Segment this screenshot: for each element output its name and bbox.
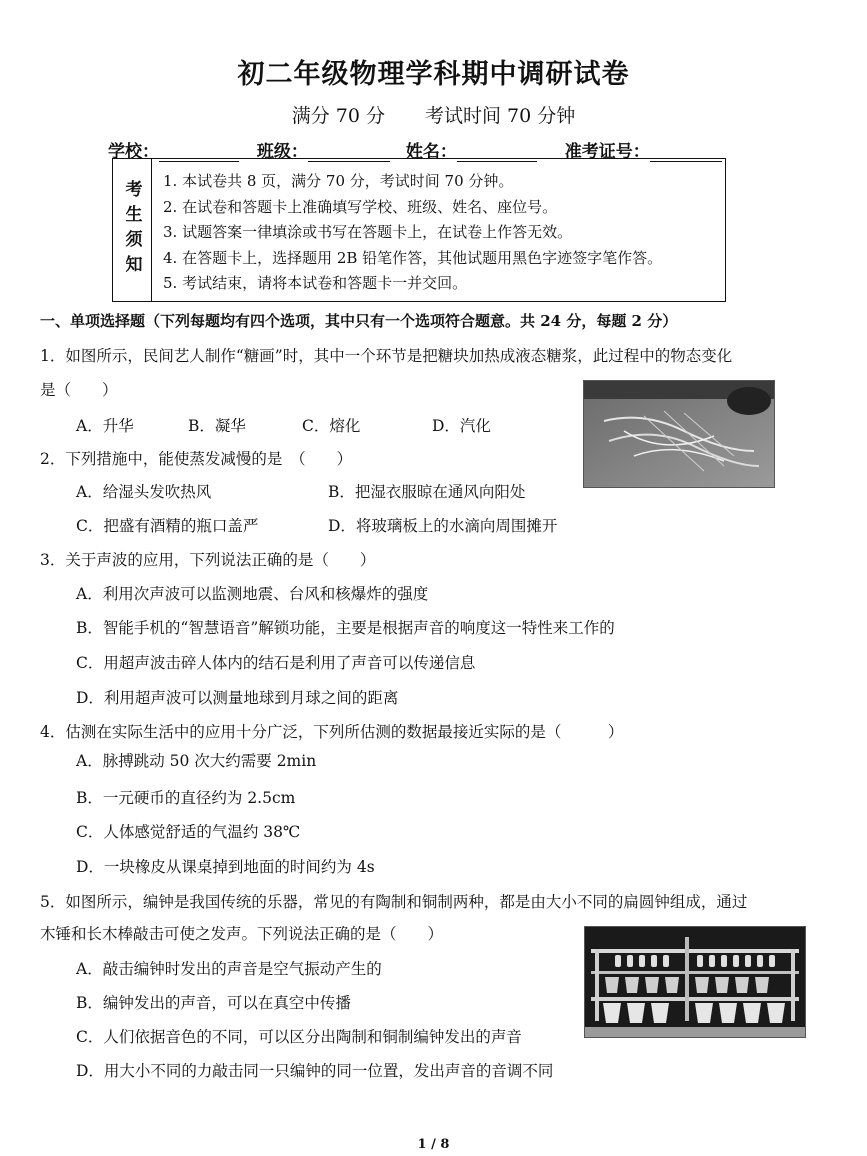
question-2-text: 2．下列措施中，能使蒸发减慢的是 （ ）	[40, 450, 353, 468]
page-number: 1 / 8	[417, 1137, 450, 1152]
q5-option-b[interactable]: B．编钟发出的声音，可以在真空中传播	[76, 994, 351, 1012]
q1-option-b[interactable]: B．凝华	[188, 417, 246, 435]
q2-option-b[interactable]: B．把湿衣服晾在通风向阳处	[328, 483, 526, 501]
q2-option-a[interactable]: A．给湿头发吹热风	[76, 483, 212, 501]
q5-option-d[interactable]: D．用大小不同的力敲击同一只编钟的同一位置，发出声音的音调不同	[76, 1062, 554, 1080]
q4-option-b[interactable]: B．一元硬币的直径约为 2.5cm	[76, 789, 296, 807]
q3-option-d[interactable]: D．利用超声波可以测量地球到月球之间的距离	[76, 689, 399, 707]
question-5-text-cont: 木锤和长木棒敲击可使之发声。下列说法正确的是（ ）	[40, 925, 444, 943]
q4-option-c[interactable]: C．人体感觉舒适的气温约 38℃	[76, 823, 301, 841]
q2-option-c[interactable]: C．把盛有酒精的瓶口盖严	[76, 517, 259, 535]
bianzhong-image	[585, 927, 805, 1037]
q4-option-d[interactable]: D．一块橡皮从课桌掉到地面的时间约为 4s	[76, 858, 375, 876]
exam-time-text: 考试时间 70 分钟	[425, 105, 576, 127]
q1-option-c[interactable]: C．熔化	[302, 417, 361, 435]
name-label: 姓名：	[405, 142, 457, 162]
bianzhong-photo	[584, 926, 806, 1038]
question-5-text: 5．如图所示，编钟是我国传统的乐器，常见的有陶制和铜制两种，都是由大小不同的扁圆钟组成，通过	[40, 893, 748, 911]
notice-item: 4. 在答题卡上，选择题用 2B 铅笔作答，其他试题用黑色字迹签字笔作答。	[163, 248, 663, 267]
q5-option-a[interactable]: A．敲击编钟时发出的声音是空气振动产生的	[76, 960, 382, 978]
question-3-text: 3．关于声波的应用，下列说法正确的是（ ）	[40, 551, 376, 569]
sugar-painting-photo	[583, 380, 775, 488]
q2-option-d[interactable]: D．将玻璃板上的水滴向周围摊开	[328, 517, 558, 535]
notice-item: 3. 试题答案一律填涂或书写在答题卡上，在试卷上作答无效。	[163, 223, 573, 241]
question-4-text: 4．估测在实际生活中的应用十分广泛，下列所估测的数据最接近实际的是（ ）	[40, 723, 624, 741]
q1-option-d[interactable]: D．汽化	[432, 417, 491, 435]
section-heading: 一、单项选择题（下列每题均有四个选项，其中只有一个选项符合题意。共 24 分，每题 2 分）	[40, 312, 678, 330]
notice-label: 考生须知	[113, 159, 152, 301]
q3-option-a[interactable]: A．利用次声波可以监测地震、台风和核爆炸的强度	[76, 585, 429, 603]
exam-id-label: 准考证号：	[564, 142, 650, 162]
notice-item: 5. 考试结束，请将本试卷和答题卡一并交回。	[163, 274, 468, 292]
exam-title: 初二年级物理学科期中调研试卷	[237, 59, 630, 90]
question-1-text: 1．如图所示，民间艺人制作“糖画”时，其中一个环节是把糖块加热成液态糖浆，此过程中的物态变化	[40, 347, 733, 365]
q4-option-a[interactable]: A．脉搏跳动 50 次大约需要 2min	[76, 752, 317, 770]
exam-subtitle	[0, 101, 867, 128]
question-1-text-cont: 是（ ）	[40, 381, 118, 399]
q5-option-c[interactable]: C．人们依据音色的不同，可以区分出陶制和铜制编钟发出的声音	[76, 1028, 522, 1046]
q1-option-a[interactable]: A．升华	[76, 417, 134, 435]
class-label: 班级：	[256, 142, 308, 162]
school-label: 学校：	[108, 142, 159, 162]
q3-option-c[interactable]: C．用超声波击碎人体内的结石是利用了声音可以传递信息	[76, 654, 476, 672]
sugar-painting-image	[584, 381, 774, 487]
notice-item: 2. 在试卷和答题卡上准确填写学校、班级、姓名、座位号。	[163, 197, 558, 216]
q3-option-b[interactable]: B．智能手机的“智慧语音”解锁功能，主要是根据声音的响度这一特性来工作的	[76, 619, 615, 637]
exam-notice-box	[112, 158, 726, 302]
notice-item: 1. 本试卷共 8 页，满分 70 分，考试时间 70 分钟。	[163, 172, 514, 190]
notice-list	[163, 169, 662, 297]
full-score-text: 满分 70 分	[291, 105, 385, 127]
